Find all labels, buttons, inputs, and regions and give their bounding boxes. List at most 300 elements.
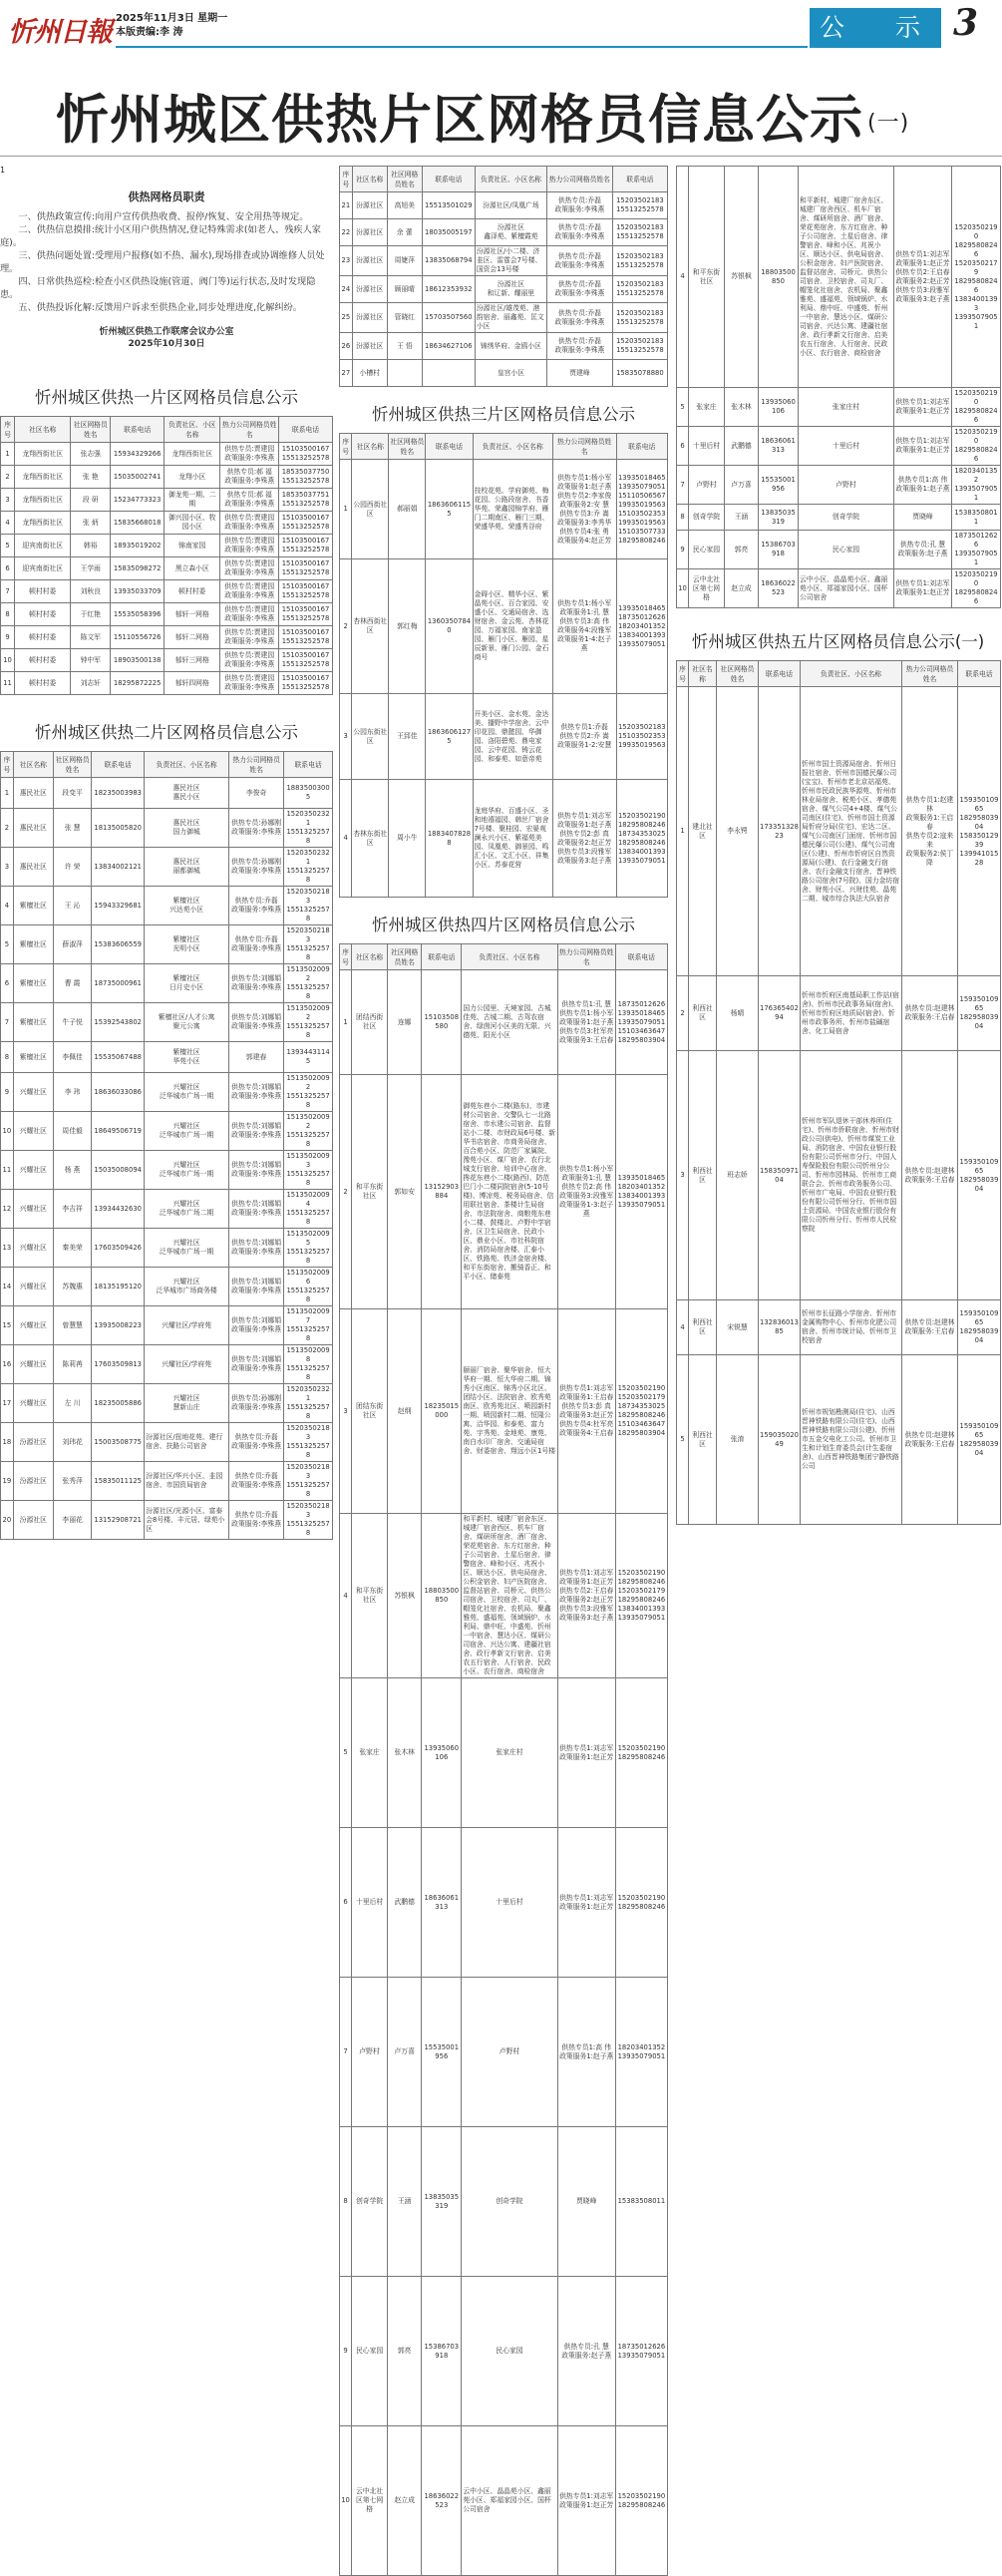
table-cell: 15103500167 15513252578 [279,557,333,580]
section-4-title: 忻州城区供热四片区网格员信息公示 [372,916,635,934]
table-cell: 张家庄 [352,1678,388,1828]
table-cell: 26 [340,333,353,360]
column-header: 序号 [340,944,352,970]
table-cell: 十里后村 [462,1828,557,1978]
column-header: 序号 [677,661,689,687]
table-cell: 兴耀社区 泛华城市广场商务楼 [145,1268,229,1306]
table-cell: 18135005820 [92,809,145,848]
table-cell: 供热专员:郝 福 政策服务:李殊燕 [220,466,279,489]
table-cell: 供热专员:乔磊 政策服务:李殊燕 [546,333,612,360]
table-cell: 14 [1,1268,14,1306]
table-cell: 13935060106 [422,1678,462,1828]
table-cell: 15703507560 [422,303,475,333]
table-cell: 忻州市规划勘测局(住宅)、山西晋神铁路有限公司(住宅)、山西晋神铁路有限公司(公建)、忻州市五金交电化工公司、忻州市卫生和计划生育委员会(计生委宿舍)、山西晋神铁路集团宁静铁路公司 [801,1355,902,1525]
table-cell: 15386703918 [759,531,799,569]
table-cell: 9 [677,531,689,569]
column-header: 负责社区、小区名称 [462,944,557,970]
table-cell: 陈文军 [71,626,111,649]
column-header: 联系电话 [616,434,667,460]
table-header-row [1,417,333,443]
table-cell: 龙翔西街社区 [165,443,220,466]
table-cell: 15103508580 [422,970,462,1075]
table-cell [387,360,422,387]
table-row [1,1112,333,1151]
table-cell: 3 [1,489,15,512]
table-cell: 15203502183 15513252578 [284,925,333,964]
table-cell: 王涵 [388,2127,422,2277]
table-cell: 18803500850 [422,1514,462,1678]
table-cell: 15903502049 [759,1355,801,1525]
table-cell: 供热专员:孙娜刚 政策服务:李殊燕 [229,1384,284,1423]
table-row [340,333,668,360]
table-cell: 18636061313 [422,1828,462,1978]
table-cell: 供热专员:刘娜娟 政策服务:李殊燕 [229,1112,284,1151]
column-header: 社区网格员姓名 [388,944,422,970]
table-cell: 左 川 [54,1384,92,1423]
table-cell: 18203401352 13935079051 [615,1978,667,2127]
table-cell: 龙翔西街社区 [15,489,71,512]
table-cell: 许 荣 [54,848,92,887]
table-cell: 3 [340,694,352,780]
table-header-row [340,944,668,970]
table-cell: 4 [1,512,15,535]
table-cell: 紫檀社区 [13,964,53,1003]
table-cell: 民心家园 [352,2277,388,2426]
table-cell: 15003508775 [92,1423,145,1462]
table-cell: 兴耀社区/学府苑 [145,1345,229,1384]
table-cell: 供热专员:贾建园 政策服务:李殊燕 [220,603,279,626]
table-row [1,443,333,466]
table-row [677,1051,1001,1300]
table-cell: 黑立森小区 [165,557,220,580]
table-cell: 供热专员:贾建园 政策服务:李殊燕 [220,580,279,603]
page-title-text: 忻州城区供热片区网格员信息公示 [56,90,863,151]
table-row [677,388,1001,427]
table-cell: 杨 燕 [54,1151,92,1190]
table-cell: 15935010965 18295803904 [958,1051,1001,1300]
table-cell: 15835098272 [111,557,165,580]
table-cell: 皇宫小区 [475,360,546,387]
table-cell: 卢野村 [799,466,894,505]
table-cell: 紫檀社区 日月史小区 [145,964,229,1003]
table-cell: 汾源社区/扭地花苑、建行宿舍、扶路公司宿舍 [145,1423,229,1462]
table-cell: 13935008223 [92,1306,145,1345]
table-cell: 十里后村 [352,1828,388,1978]
column-header: 社区名称 [13,752,53,778]
table-cell: 和平东街社区 [352,1514,388,1678]
table-cell: 15383508011 [952,505,1001,531]
table-cell: 卢野村 [462,1978,557,2127]
table-row [1,848,333,887]
table-cell: 15103500167 15513252578 [279,626,333,649]
table-row [340,559,668,694]
table-cell: 15135020093 15513252578 [284,1151,333,1190]
table-cell: 15135020092 15513252578 [284,1073,333,1112]
table-row [340,1828,668,1978]
section-3 [339,401,668,898]
table-cell: 顿村村委 [15,580,71,603]
table-cell: 15203502183 15513252578 [284,1501,333,1540]
table-cell: 李丽花 [54,1501,92,1540]
table-cell: 15203502190 18295808246 [615,1828,667,1978]
table-cell: 建北社区 [689,687,717,976]
column-2 [339,166,668,2576]
table-cell: 11 [1,672,15,695]
table-cell: 曹 霞 [54,964,92,1003]
section-2-title: 忻州城区供热二片区网格员信息公示 [35,723,298,742]
table-cell: 供热专员:贾建园 政策服务:李殊燕 [220,672,279,695]
table-row [1,603,333,626]
table-cell: 18834078288 [426,780,473,898]
table-cell: 张木林 [388,1678,422,1828]
table-cell: 13 [1,1229,14,1268]
table-cell: 18235003983 [92,778,145,809]
column-header: 社区网格员姓名 [71,417,111,443]
table-cell: 宋锐慧 [717,1300,759,1355]
table-cell: 顿村村委 [15,626,71,649]
table-row [1,925,333,964]
table-cell: 兴耀社区 [13,1190,53,1229]
table-cell: 王 悟 [387,333,422,360]
table-cell: 6 [1,557,15,580]
table-cell: 2 [340,559,352,694]
table-cell: 13835068794 [422,246,475,276]
table-cell: 15935010965 18295803904 [958,1300,1001,1355]
table-row [1,1306,333,1345]
table-cell: 13835035319 [422,2127,462,2277]
table-cell: 15203502183 15513252578 [612,333,667,360]
table-cell: 紫檀社区 华苑小区 [145,1042,229,1073]
table-cell: 惠民社区 [13,848,53,887]
table-cell: 赵立成 [388,2426,422,2576]
table-cell: 御苑东巷小二楼(路东)、市建材公司宿舍、交警队七一北路宿舍、市水建公司宿舍、监督站小二楼、市财政局6号楼、新华书店宿舍、市商务局宿舍、百合苑小区、防范厂家属院、豫苑小区、煤厂宿舍、农行北城支行宿舍、培训中心宿舍、搀花东巷小二楼(路西)、防范巴门小二楼同院宿舍(5-10号楼)、博凉苑、税务局宿舍、信用联社宿舍、茶楼计生局宿舍、市法院宿舍、商粮苑东巷小二楼、鼓楼北、卢野中学宿舍、区卫生局宿舍、民政小区、鼎业小区、市社科院宿舍、消防局宿舍楼、汇泰小区、铁路苑、铁济金宿舍楼、和平东街宿舍、搬骑香正、和平小区、储泰苑 [462,1075,557,1309]
table-row [340,303,668,333]
table-cell: 王涵 [725,505,759,531]
table-cell: 和平东街社区 [352,1075,388,1309]
column-3 [676,166,1000,1525]
table-cell: 张 艳 [71,466,111,489]
column-header: 序号 [1,752,14,778]
table-cell: 供热专员:贾建园 政策服务:李殊燕 [220,535,279,557]
table-row [1,672,333,695]
table-cell: 张家庄村 [799,388,894,427]
table-cell: 7 [677,466,689,505]
table-cell: 王学雨 [71,557,111,580]
table-cell: 于红艳 [71,603,111,626]
column-header: 热力公司网格员姓名 [229,752,284,778]
table-cell: 汾源社区 [13,1423,53,1462]
table-cell: 贾建峰 [546,360,612,387]
table-cell: 汾源社区/华兴小区、韭园宿舍、市国资局宿舍 [145,1462,229,1501]
table-cell: 供热专员1:杨小军 政策服务1:赵子燕 供热专员2:李家俊 政策服务2:安 慧 供热专员3:乔 嵩 政策服务3:李秀华 供热专员4:张 勇 政策服务4:赵正芳 [552,460,616,559]
table-cell: 供热专员:乔磊 政策服务:李殊燕 [546,192,612,219]
table-cell: 周婕萍 [387,246,422,276]
masthead [0,0,1002,56]
table-cell: 23 [340,246,353,276]
table-cell: 13603507840 [426,559,473,694]
table-cell: 云中小区、晶晶苑小区、鑫丽苑小区、郑福家园小区、国杯公司宿舍 [799,569,894,608]
table-cell: 15203502183 15513252578 [612,276,667,303]
table-zone-2 [0,751,333,1540]
table-cell: 供热专员1:刘志军 政策服务1:赵正芳 [557,2426,615,2576]
table-cell: 18735012626 13935079051 [615,2277,667,2426]
table-cell: 龙翔西街社区 [15,466,71,489]
column-header: 社区网格员姓名 [389,434,426,460]
table-cell: 团结东街社区 [352,1309,388,1514]
table-cell: 15135020096 15513252578 [284,1268,333,1306]
table-row [1,626,333,649]
column-header: 社区名称 [352,944,388,970]
table-cell: 供热专员1:刘志军 政策服务1:赵正芳 [894,388,952,427]
table-row [340,2277,668,2426]
table-row [1,1229,333,1268]
table-row [340,1978,668,2127]
column-header: 社区网格员姓名 [387,167,422,192]
table-t5 [676,660,1001,1525]
column-header: 联系电话 [279,417,333,443]
editor-line: 本版责编:李 涛 [116,27,183,38]
table-header-row [340,167,668,192]
column-header: 社区名称 [352,434,389,460]
table-cell: 供热专员1:高 伟 政策服务1:赵子燕 [894,466,952,505]
table-cell: 15103500167 15513252578 [279,649,333,672]
table-cell: 15835668018 [111,512,165,535]
table-row [340,1678,668,1828]
table-cell: 兴耀社区 泛华城市广场二期 [145,1190,229,1229]
table-cell: 王 沁 [54,887,92,925]
table-cell: 赵纲 [388,1309,422,1514]
table-row [1,1190,333,1229]
table-cell: 供热专员1:刘志军 政策服务1:赵子燕 供热专员2:彭 真 政策服务2:赵正芳 供热专员3:段雅军 政策服务3:赵子燕 [552,780,616,898]
table-cell: 韩裕 [71,535,111,557]
table-cell: 15203502183 15513252578 [284,1462,333,1501]
table-cell: 17636540294 [759,976,801,1051]
column-header: 负责社区、小区名称 [801,661,902,687]
table-row [1,649,333,672]
table-row [340,219,668,246]
table-cell: 15935010965 18295803904 [958,976,1001,1051]
table-cell: 4 [340,780,352,898]
table-cell: 薛淑萍 [54,925,92,964]
duties-signature [0,326,333,350]
table-cell: 18835003005 [284,778,333,809]
table-cell: 顿村村委 [15,649,71,672]
table-row [677,427,1001,466]
table-cell: 龙翔西街社区 [15,512,71,535]
table-cell: 紫檀社区 [13,925,53,964]
table-cell: 紫檀社区 兴达苑小区 [145,887,229,925]
table-cell: 17335132823 [759,687,801,976]
table-cell: 张 炳 [71,512,111,535]
duty-item: 二、供热信息摸排:统计小区用户供热情况,登记特殊需求(如老人、残疾人家庭)。 [0,224,321,248]
table-cell: 供热专员:孔 慧 政策服务:赵子燕 [557,2277,615,2426]
column-header: 社区名称 [689,661,717,687]
table-cell: 10 [1,649,15,672]
table-row [1,466,333,489]
table-cell: 1 [1,778,14,809]
table-cell: 9 [1,626,15,649]
table-cell: 13934431145 [284,1042,333,1073]
table-cell: 供热专员1:刘志军 政策服务1:赵正芳 [894,427,952,466]
table-cell: 供热专员:赵建林 政策服务:王启春 [902,1051,958,1300]
table-cell: 供热专员:乔磊 政策服务:李殊燕 [229,925,284,964]
table-cell: 贾晓峰 [557,2127,615,2277]
table-cell: 迎宾南街社区 [15,557,71,580]
table-cell: 15234773323 [111,489,165,512]
column-header: 社区名称 [352,167,387,192]
table-cell: 18 [1,1423,14,1462]
table-cell: 杏林西街社区 [352,559,389,694]
table-row [1,964,333,1003]
table-cell: 供热专员:贾建园 政策服务:李殊燕 [220,649,279,672]
column-header: 联系电话 [422,944,462,970]
table-cell: 15103500167 15513252578 [279,603,333,626]
table-cell: 利西社区 [689,1051,717,1300]
table-cell: 汾源社区 [352,276,387,303]
table-cell: 2 [677,976,689,1051]
table-cell: 汾源社区 鑫泽苑、紫檀霞苑 [475,219,546,246]
table-cell: 18636061155 [426,460,473,559]
duties-section [0,166,333,350]
table-cell: 供热专员:孙娜刚 政策服务:李殊燕 [229,809,284,848]
duties-heading: 供热网格员职责 [128,190,205,203]
table-cell: 15383508011 [615,2127,667,2277]
table-cell: 惠民社区 惠民小区 [145,778,229,809]
table-cell: 供热专员1:赵建林 政策服务1:王启春 供热专员2:寇来来 政策服务2:侯丁降 [902,687,958,976]
table-cell: 6 [340,1828,352,1978]
table-cell: 卢万喜 [725,466,759,505]
table-cell: 开美小区、金水苑、金达美、播野中学宿舍、云中印花园、鼎懿园、华御园、洛阳碧苑、鼎电家园、云中花园、铸云花园、和泰苑、如意帝苑 [473,694,552,780]
table-row [340,276,668,303]
table-cell: 汾源社区 [13,1462,53,1501]
table-cell: 13935018465 13935079051 15110506567 19935019563 15103502353 19935019563 15103507733 18295808246 [616,460,667,559]
table-cell: 忻州市军队退休干部休养所(住宅)、忻州市侨联宿舍、忻州市财政公司(供电)、忻州市煤炭工业局、消防宿舍、中国农业银行股份有限公司忻州市分行、中国人寿保险股份有限公司忻州分公司、忻州市园林局、忻州市工商联合会、忻州市政务服务公司、忻州市广电局、中国农业银行股份有限公司忻州分行、忻州市国土资源局、中国农业银行股份有限公司忻州分行、忻州市人民检察院 [801,1051,902,1300]
table-cell: 供热专员1:乔磊 供热专员2:乔 嵩 政策服务1-2:安慧 [552,694,616,780]
section-2 [0,719,333,1540]
table-cell: 秦美荣 [54,1229,92,1268]
table-header-row [677,661,1001,687]
table-cell: 供热专员:刘娜娟 政策服务:李殊燕 [229,1073,284,1112]
table-cell: 18235015000 [422,1309,462,1514]
section-banner [810,8,941,48]
table-cell: 18295872225 [111,672,165,695]
table-cell: 15135020092 15513252578 [284,1003,333,1042]
table-cell: 刘志轩 [71,672,111,695]
table-cell: 班志娇 [717,1051,759,1300]
table-cell: 供热专员:乔磊 政策服务:李殊燕 [229,1501,284,1540]
table-cell: 刘秋良 [71,580,111,603]
section-5-title [676,628,1000,652]
table-cell: 4 [677,1300,689,1355]
table-t2b [339,166,668,387]
table-cell: 利西社区 [689,1300,717,1355]
table-cell: 15203502321 15513252578 [284,1384,333,1423]
table-row [677,466,1001,505]
table-cell: 陈莉苒 [54,1345,92,1384]
table-cell: 李俊奇 [229,778,284,809]
table-cell: 汾源社区/光源小区、富泰会8号楼、丰元居、绿苑小区 [145,1501,229,1540]
table-cell: 15135020094 15513252578 [284,1190,333,1229]
table-cell: 张家庄村 [462,1678,557,1828]
table-row [1,580,333,603]
table-cell: 12 [1,1190,14,1229]
table-cell: 紫檀社区/人才公寓 聚元公寓 [145,1003,229,1042]
table-cell: 16 [1,1345,14,1384]
table-zone-3 [339,433,668,898]
table-cell: 18903500138 [111,649,165,672]
table-row [677,1355,1001,1525]
table-cell: 15203502183 15513252578 [284,887,333,925]
table-cell: 18636061275 [426,694,473,780]
table-row [1,1384,333,1423]
table-cell: 6 [677,427,689,466]
table-cell: 10 [677,569,689,608]
table-cell: 卢野村 [689,466,725,505]
table-cell: 13935033709 [111,580,165,603]
table-cell: 创奇学院 [799,505,894,531]
table-cell: 15392543802 [92,1003,145,1042]
table-cell: 2 [340,1075,352,1309]
section-1 [0,384,333,695]
table-cell: 卢万喜 [388,1978,422,2127]
table-cell: 郁轩一网格 [165,603,220,626]
duty-item: 四、日常供热巡检:检查小区供热设施(管道、阀门等)运行状态,及时发现隐患。 [0,276,316,300]
table-cell: 紫檀社区 [13,1042,53,1073]
table-cell: 汾源社区 [13,1501,53,1540]
table-cell: 15135020098 15513252578 [284,1345,333,1384]
column-header: 联系电话 [111,417,165,443]
table-cell: 武鹏德 [725,427,759,466]
table-cell: 忻州市国土资源局宿舍、忻州日报社宿舍、忻州市国德民爆公司(宝宝)、忻州市老北京站福苑、忻州市民政民族华源苑、忻州市林业局宿舍、税苑小区、孝德苑宿舍、煤气公司4+4楼、煤气公司南区(住宅)、忻州市国土资源局忻府分局(住宅)、宏达二区、煤气公司南区门面房、忻州市国德民爆公司(公建)、煤气公司南区(公建)、忻州市忻府区自然资源局(公建)、农行金融支行宿舍、农行金融支行宿舍、晋神铁路公司宿舍(7号院)、国力金坊宿舍、财苑小区、兴财佳苑、晶苑二期、城市综合执法大队宿舍 [801,687,902,976]
section-4 [339,912,668,2576]
table-cell: 顿村村委 [15,672,71,695]
table-cell: 供热专员:乔磊 政策服务:李殊燕 [546,303,612,333]
table-cell: 汾源社区 [352,246,387,276]
table-cell: 15203502190 18295808246 15203502179 18295808246 13834001393 13935079051 [952,167,1001,388]
column-header: 联系电话 [422,167,475,192]
table-cell: 供热专员:乔磊 政策服务:李殊燕 [546,219,612,246]
table-cell: 15835097104 [759,1051,801,1300]
table-row [1,1423,333,1462]
table-cell: 云中北社区第七网格 [689,569,725,608]
table-cell: 13935060106 [759,388,799,427]
column-header: 序号 [340,167,353,192]
table-row [1,512,333,535]
table-cell: 兴耀社区 [13,1073,53,1112]
table-cell: 15135020092 15513252578 [284,964,333,1003]
table-cell: 11 [1,1151,14,1190]
table-cell: 15203502190 18295808246 [952,427,1001,466]
table-cell: 15103500167 15513252578 [279,443,333,466]
table-cell: 龙翔西街社区 [15,443,71,466]
table-cell: 紫檀社区 [13,1003,53,1042]
table-cell: 卢野村 [352,1978,388,2127]
table-cell: 周小牛 [389,780,426,898]
table-cell: 顾丽晴 [387,276,422,303]
table-cell: 供热专员:乔磊 政策服务:李殊燕 [229,1462,284,1501]
table-cell: 供热专员:孙娜刚 政策服务:李殊燕 [229,848,284,887]
table-row [1,778,333,809]
table-cell: 和平东街社区 [689,167,725,388]
table-row [340,1309,668,1514]
dateline [116,12,227,40]
table-row [677,531,1001,569]
table-cell [422,360,475,387]
table-cell: 18135195120 [92,1268,145,1306]
table-row [340,460,668,559]
page-title-suffix: (一) [867,111,910,136]
table-cell: 张志强 [71,443,111,466]
